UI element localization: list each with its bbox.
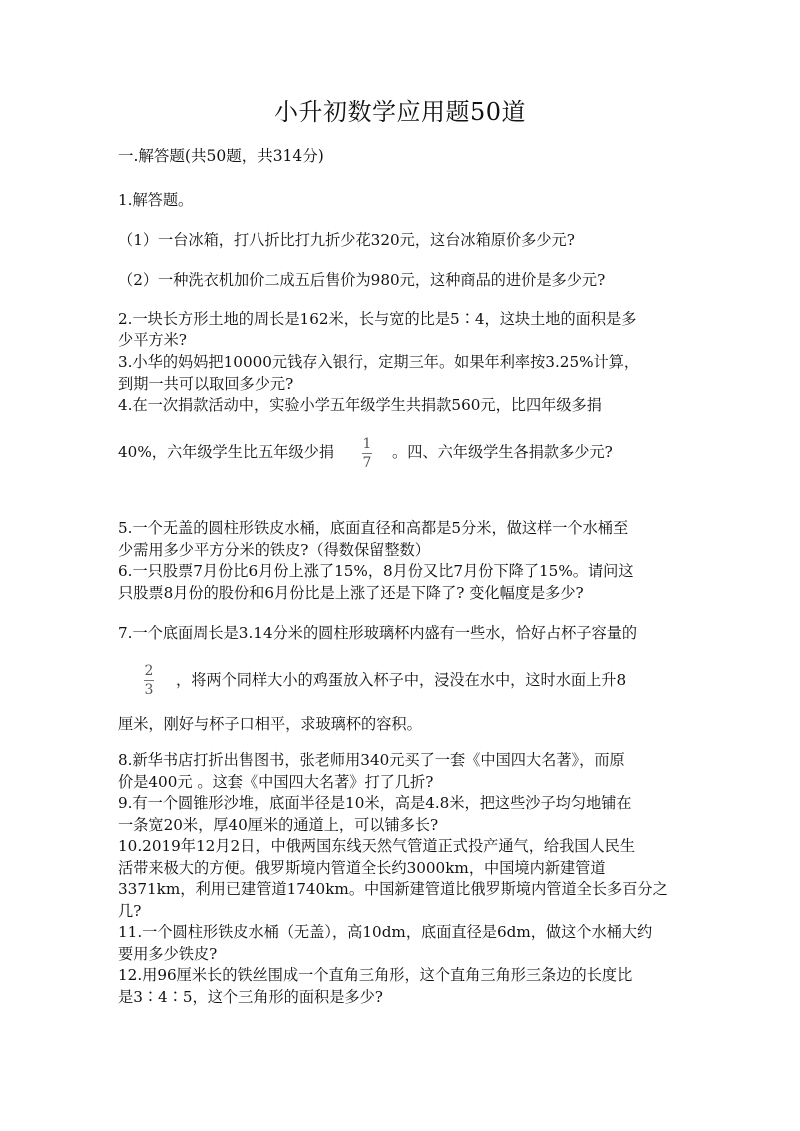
question-7-fraction	[144, 663, 154, 698]
question-8-line-1: 8.新华书店打折出售图书，张老师用340元买了一套《中国四大名著》，而原	[118, 751, 625, 769]
question-11-line-2: 要用多少铁皮?	[118, 945, 218, 963]
question-10-line-2: 活带来极大的方便。俄罗斯境内管道全长约3000km，中国境内新建管道	[118, 859, 606, 877]
question-1-sub-1: （1）一台冰箱，打八折比打九折少花320元，这台冰箱原价多少元?	[118, 231, 575, 249]
question-2-line-2: 少平方米?	[118, 331, 187, 349]
question-9-line-2: 一条宽20米，厚40厘米的通道上，可以铺多长?	[118, 816, 439, 834]
question-3-line-1: 3.小华的妈妈把10000元钱存入银行，定期三年。如果年利率按3.25%计算，	[118, 353, 640, 371]
question-3-line-2: 到期一共可以取回多少元?	[118, 375, 294, 393]
question-6-line-2: 只股票8月份的股份和6月份比是上涨了还是下降了? 变化幅度是多少?	[118, 584, 584, 602]
question-12-line-1: 12.用96厘米长的铁丝围成一个直角三角形，这个直角三角形三条边的长度比	[118, 966, 633, 984]
question-1-sub-2: （2）一种洗衣机加价二成五后售价为980元，这种商品的进价是多少元?	[118, 271, 606, 289]
question-1-label: 1.解答题。	[118, 191, 194, 209]
question-2-line-1: 2.一块长方形土地的周长是162米，长与宽的比是5∶4，这块土地的面积是多	[118, 310, 637, 328]
question-11-line-1: 11.一个圆柱形铁皮水桶（无盖），高10dm，底面直径是6dm，做这个水桶大约	[118, 923, 653, 941]
question-4-line-1: 4.在一次捐款活动中，实验小学五年级学生共捐款560元，比四年级多捐	[118, 396, 602, 414]
fraction-numerator: 2	[144, 663, 154, 679]
question-12-line-2: 是3∶4∶5，这个三角形的面积是多少?	[118, 988, 383, 1006]
question-10-line-4: 几?	[118, 902, 142, 920]
fraction-bar	[144, 680, 154, 681]
question-5-line-2: 少需用多少平方分米的铁皮?（得数保留整数）	[118, 541, 430, 559]
question-10-line-1: 10.2019年12月2日，中俄两国东线天然气管道正式投产通气，给我国人民生	[118, 837, 636, 855]
question-5-line-1: 5.一个无盖的圆柱形铁皮水桶，底面直径和高都是5分米，做这样一个水桶至	[118, 519, 629, 537]
question-6-line-1: 6.一只股票7月份比6月份上涨了15%，8月份又比7月份下降了15%。请问这	[118, 562, 634, 580]
fraction-bar	[362, 453, 372, 454]
question-8-line-2: 价是400元 。这套《中国四大名著》打了几折?	[118, 773, 434, 791]
question-10-line-3: 3371km，利用已建管道1740km。中国新建管道比俄罗斯境内管道全长多百分之	[118, 880, 668, 898]
question-7-line-3: 厘米，刚好与杯子口相平，求玻璃杯的容积。	[118, 715, 422, 733]
question-9-line-1: 9.有一个圆锥形沙堆，底面半径是10米，高是4.8米，把这些沙子均匀地铺在	[118, 794, 632, 812]
question-7-line-2: ，将两个同样大小的鸡蛋放入杯子中，浸没在水中，这时水面上升8	[176, 671, 627, 689]
fraction-numerator: 1	[362, 436, 372, 452]
question-7-line-1: 7.一个底面周长是3.14分米的圆柱形玻璃杯内盛有一些水，恰好占杯子容量的	[118, 624, 638, 642]
question-4-fraction	[362, 436, 372, 471]
question-4-line-2a: 40%，六年级学生比五年级少捐	[118, 443, 335, 461]
page-title: 小升初数学应用题50道	[273, 98, 527, 126]
fraction-denominator: 7	[362, 455, 372, 471]
section-heading: 一.解答题(共50题，共314分)	[118, 147, 324, 165]
question-4-line-2b: 。四、六年级学生各捐款多少元?	[392, 443, 613, 461]
fraction-denominator: 3	[144, 682, 154, 698]
